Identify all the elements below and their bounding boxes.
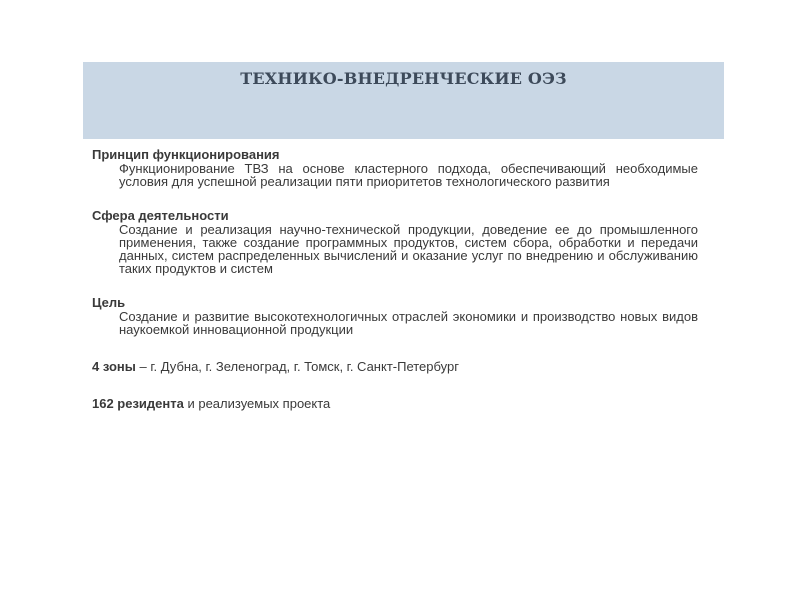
- zones-count: 4 зоны: [92, 359, 136, 374]
- zones-list: – г. Дубна, г. Зеленоград, г. Томск, г. Санкт-Петербург: [135, 359, 460, 374]
- residents-text: и реализуемых проекта: [183, 396, 331, 411]
- section-principle: [92, 147, 698, 188]
- zones-line: [92, 359, 698, 374]
- section-heading: Принцип функционирования: [92, 147, 280, 162]
- title-band: [83, 62, 724, 139]
- section-text: Создание и развитие высокотехнологичных отраслей экономики и производство новых видов наукоемкой инновационной продукции: [119, 309, 698, 337]
- residents-line: [92, 396, 698, 411]
- section-scope: [92, 208, 698, 275]
- slide-title: ТЕХНИКО-ВНЕДРЕНЧЕСКИЕ ОЭЗ: [240, 69, 567, 88]
- residents-count: 162 резидента: [92, 396, 184, 411]
- section-goal: [92, 295, 698, 336]
- section-text: Создание и реализация научно-технической продукции, доведение ее до промышленного применения, также создание программных продуктов, систем сбора, обработки и передачи данных, систем распределенных вычислений и оказание услуг по внедрению и обслуживанию таких продуктов и систем: [119, 222, 698, 276]
- section-text: Функционирование ТВЗ на основе кластерного подхода, обеспечивающий необходимые условия для успешной реализации пяти приоритетов технологического развития: [119, 161, 698, 189]
- section-heading: Цель: [92, 295, 126, 310]
- slide-content: [92, 147, 698, 411]
- section-heading: Сфера деятельности: [92, 208, 229, 223]
